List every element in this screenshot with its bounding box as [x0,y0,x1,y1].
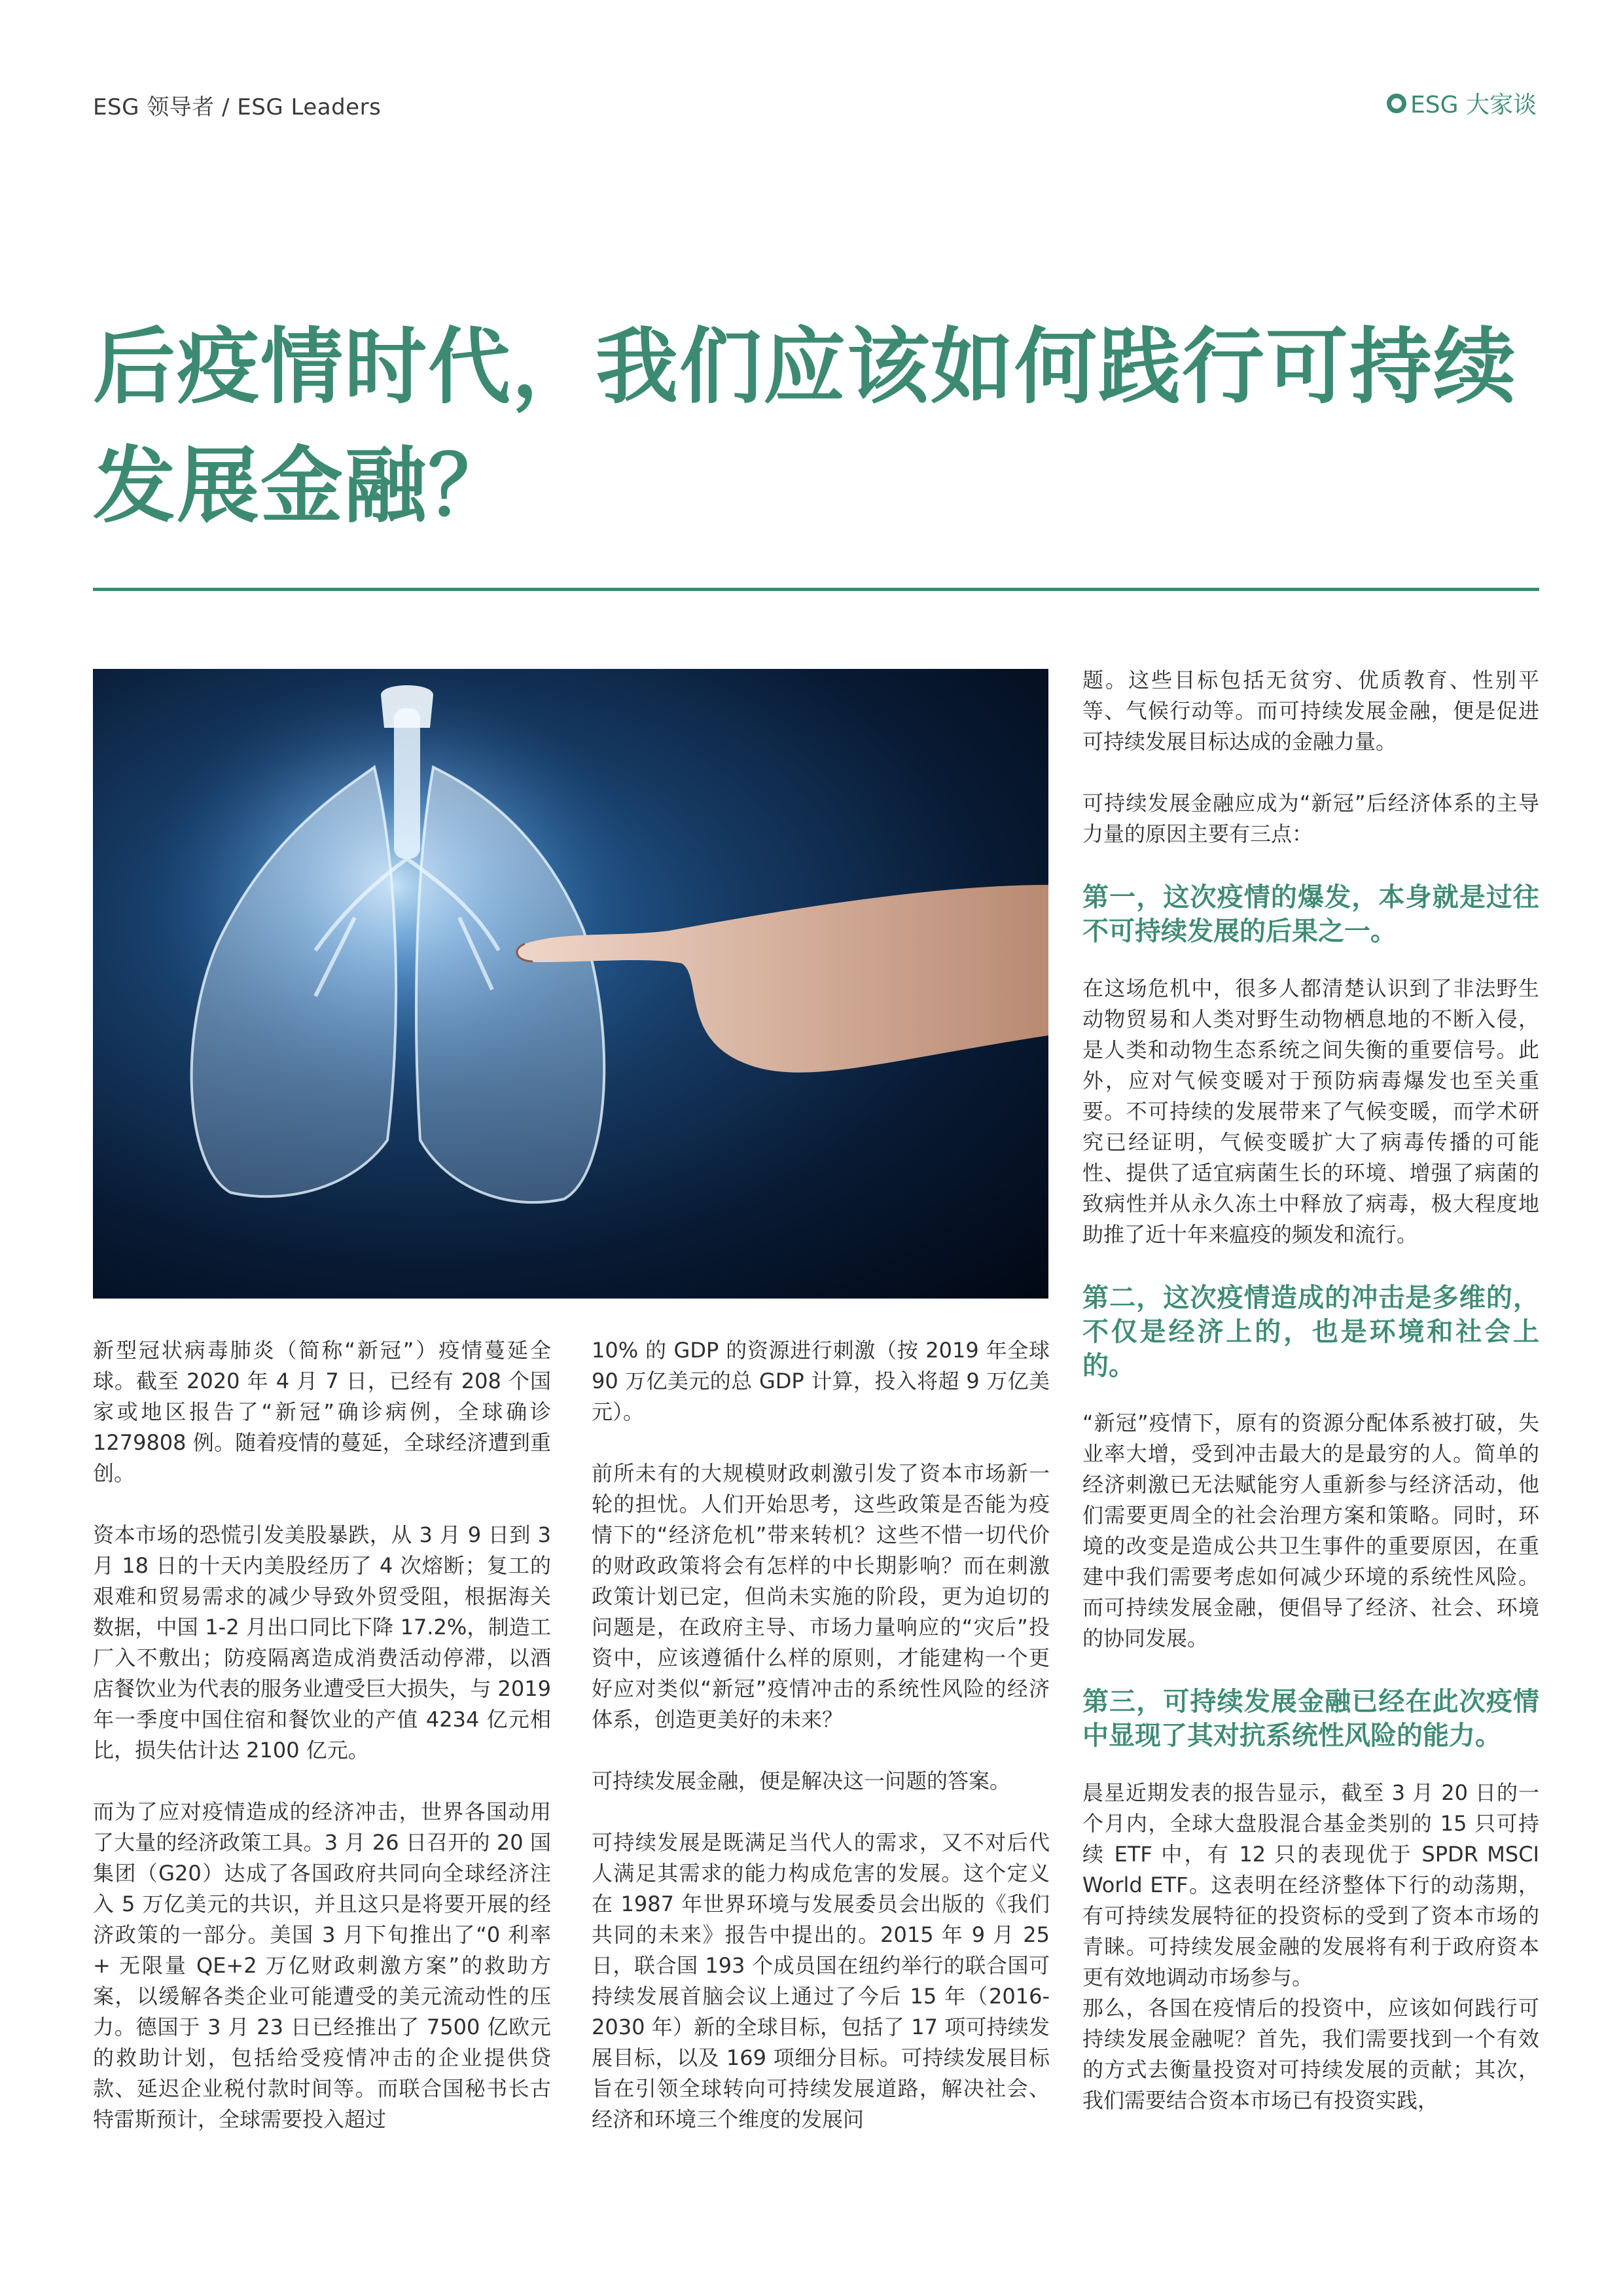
paragraph: 新型冠状病毒肺炎（简称“新冠”）疫情蔓延全球。截至 2020 年 4 月 7 日，已经有 208 个国家或地区报告了“新冠”确诊病例，全球确诊 1279808 例。随着疫情的蔓延，全球经济遭到重创。 [93,1338,551,1486]
paragraph: 而为了应对疫情造成的经济冲击，世界各国动用了大量的经济政策工具。3 月 26 日召开的 20 国集团（G20）达成了各国政府共同向全球经济注入 5 万亿美元的共识，并且这只是将要开展的经济政策的一部分。美国 3 月下旬推出了“0 利率 + 无限量 QE+2 万亿财政刺激方案”的救助方案，以缓解各类企业可能遭受的美元流动性的压力。德国于 3 月 23 日已经推出了 7500 亿欧元的救助计划，包括给受疫情冲击的企业提供贷款、延迟企业税付款时间等。而联合国秘书长古特雷斯预计，全球需要投入超过 [93,1799,551,2132]
paragraph: 前所未有的大规模财政刺激引发了资本市场新一轮的担忧。人们开始思考，这些政策是否能为疫情下的“经济危机”带来转机？这些不惜一切代价的财政政策将会有怎样的中长期影响？而在刺激政策计划已定，但尚未实施的阶段，更为迫切的问题是，在政府主导、市场力量响应的“灾后”投资中，应该遵循什么样的原则，才能建构一个更好应对类似“新冠”疫情冲击的系统性风险的经济体系，创造更美好的未来？ [592,1461,1050,1732]
paragraph: 那么，各国在疫情后的投资中，应该如何践行可持续发展金融呢？首先，我们需要找到一个有效的方式去衡量投资对可持续发展的贡献；其次，我们需要结合资本市场已有投资实践， [1082,1996,1539,2113]
paragraph: 可持续发展金融，便是解决这一问题的答案。 [592,1768,1011,1793]
title-divider [93,588,1539,591]
hero-image-lungs-hand [93,669,1048,1299]
section-heading-3: 第三，可持续发展金融已经在此次疫情中显现了其对抗系统性风险的能力。 [1082,1687,1539,1751]
column-2 [592,1335,1050,2135]
paragraph: 可持续发展金融应成为“新冠”后经济体系的主导力量的原因主要有三点： [1082,791,1539,846]
column-name: ESG 大家谈 [1410,92,1537,118]
section-heading-1: 第一，这次疫情的爆发，本身就是过往不可持续发展的后果之一。 [1082,882,1539,946]
article-title: 后疫情时代，我们应该如何践行可持续发展金融？ [93,319,1517,534]
paragraph: “新冠”疫情下，原有的资源分配体系被打破，失业率大增，受到冲击最大的是最穷的人。简单的经济刺激已无法赋能穷人重新参与经济活动，他们需要更周全的社会治理方案和策略。同时，环境的改变是造成公共卫生事件的重要原因，在重建中我们需要考虑如何减少环境的系统性风险。而可持续发展金融，便倡导了经济、社会、环境的协同发展。 [1082,1410,1539,1651]
paragraph: 晨星近期发表的报告显示，截至 3 月 20 日的一个月内，全球大盘股混合基金类别的 15 只可持续 ETF 中，有 12 只的表现优于 SPDR MSCI World ETF。这表明在经济整体下行的动荡期，有可持续发展特征的投资标的受到了资本市场的青睐。可持续发展金融的发展将有利于政府资本更有效地调动市场参与。 [1082,1780,1539,1990]
paragraph: 可持续发展是既满足当代人的需求，又不对后代人满足其需求的能力构成危害的发展。这个定义在 1987 年世界环境与发展委员会出版的《我们共同的未来》报告中提出的。2015 年 9 月 25 日，联合国 193 个成员国在纽约举行的联合国可持续发展首脑会议上通过了今后 15 年（2016-2030 年）新的全球目标，包括了 17 项可持续发展目标，以及 169 项细分目标。可持续发展目标旨在引领全球转向可持续发展道路，解决社会、经济和环境三个维度的发展问 [592,1830,1050,2132]
paragraph: 资本市场的恐慌引发美股暴跌，从 3 月 9 日到 3 月 18 日的十天内美股经历了 4 次熔断；复工的艰难和贸易需求的减少导致外贸受阻，根据海关数据，中国 1-2 月出口同比下降 17.2%，制造工厂入不敷出；防疫隔离造成消费活动停滞，以酒店餐饮业为代表的服务业遭受巨大损失，与 2019 年一季度中国住宿和餐饮业的产值 4234 亿元相比，损失估计达 2100 亿元。 [93,1522,551,1763]
paragraph: 在这场危机中，很多人都清楚认识到了非法野生动物贸易和人类对野生动物栖息地的不断入侵，是人类和动物生态系统之间失衡的重要信号。此外，应对气候变暖对于预防病毒爆发也至关重要。不可持续的发展带来了气候变暖，而学术研究已经证明，气候变暖扩大了病毒传播的可能性、提供了适宜病菌生长的环境、增强了病菌的致病性并从永久冻土中释放了病毒，极大程度地助推了近十年来瘟疫的频发和流行。 [1082,976,1539,1247]
column-1 [93,1335,551,2135]
column-brand [1387,86,1537,120]
column-3 [1082,665,1539,2116]
circle-logo-icon [1387,94,1406,113]
section-heading-2: 第二，这次疫情造成的冲击是多维的，不仅是经济上的，也是环境和社会上的。 [1082,1283,1539,1381]
paragraph: 题。这些目标包括无贫穷、优质教育、性别平等、气候行动等。而可持续发展金融，便是促进可持续发展目标达成的金融力量。 [1082,668,1539,754]
paragraph: 10% 的 GDP 的资源进行刺激（按 2019 年全球 90 万亿美元的总 GDP 计算，投入将超 9 万亿美元）。 [592,1338,1050,1424]
lungs-illustration [93,669,1048,1299]
running-header: ESG 领导者 / ESG Leaders [93,94,382,120]
